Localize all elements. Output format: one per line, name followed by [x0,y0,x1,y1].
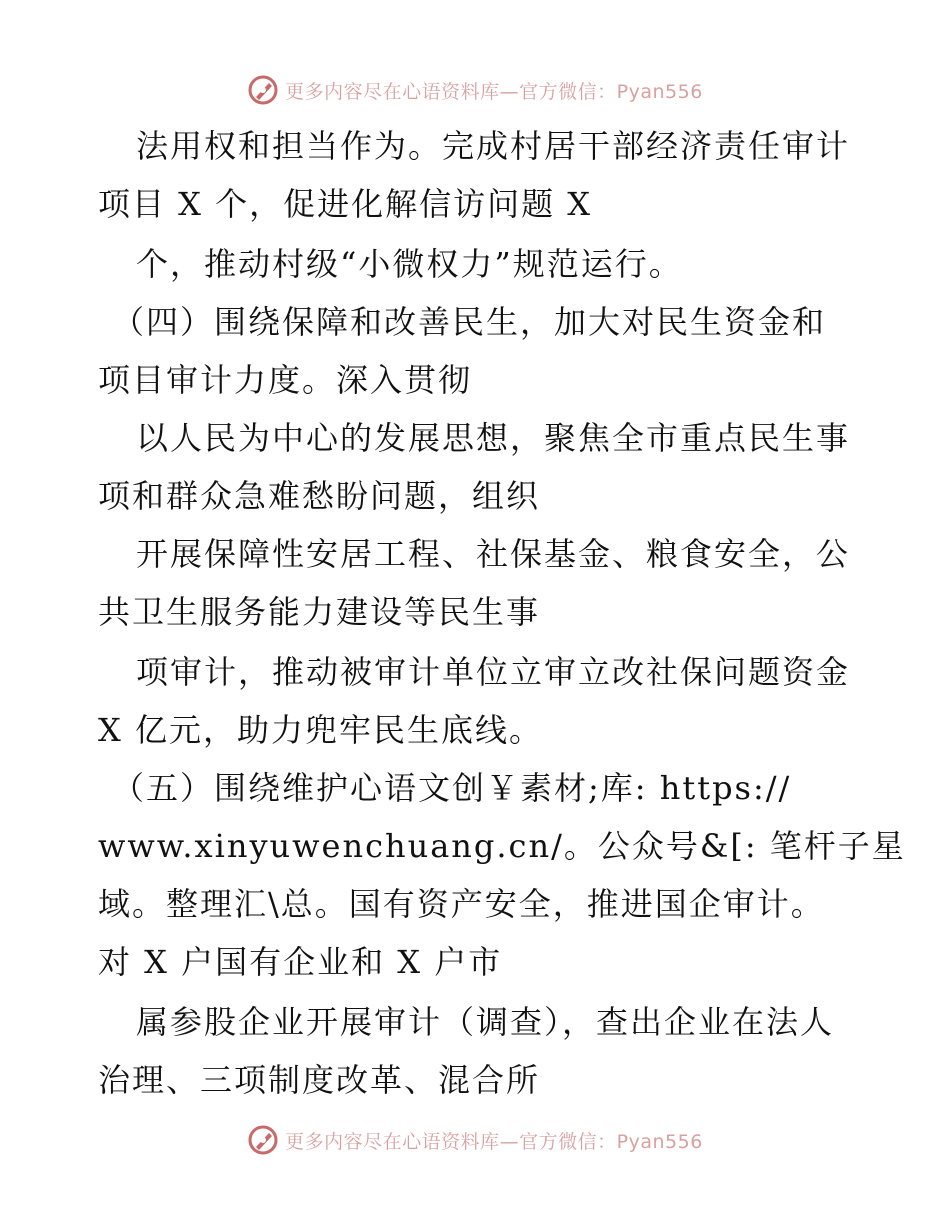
text-line-12: （五）围绕维护心语文创￥素材;库: https:// [112,769,792,807]
watermark-text: 更多内容尽在心语资料库—官方微信：Pyan556 [285,80,703,103]
watermark-text: 更多内容尽在心语资料库—官方微信：Pyan556 [285,1130,703,1153]
pen-logo-icon [247,74,279,106]
text-line-4: （四）围绕保障和改善民生，加大对民生资金和 [112,303,827,341]
text-line-16: 属参股企业开展审计（调查），查出企业在法人 [136,1003,835,1041]
text-line-2: 项目 X 个，促进化解信访问题 X [98,185,593,223]
text-line-5: 项目审计力度。深入贯彻 [98,361,473,399]
text-line-9: 共卫生服务能力建设等民生事 [98,593,541,631]
text-line-1: 法用权和担当作为。完成村居干部经济责任审计 [136,127,851,165]
text-line-7: 项和群众急难愁盼问题，组织 [98,477,541,515]
text-line-11: X 亿元，助力兜牢民生底线。 [98,711,543,749]
text-line-13: www.xinyuwenchuang.cn/。公众号&[: 笔杆子星 [98,827,906,865]
text-line-14: 域。整理汇\总。国有资产安全，推进国企审计。 [98,885,825,923]
text-line-6: 以人民为中心的发展思想，聚焦全市重点民生事 [136,419,851,457]
pen-logo-icon [247,1124,279,1156]
text-line-3: 个，推动村级“小微权力”规范运行。 [136,245,683,283]
text-line-15: 对 X 户国有企业和 X 户市 [98,943,503,981]
text-line-17: 治理、三项制度改革、混合所 [98,1061,541,1099]
watermark-header [0,70,950,110]
text-line-10: 项审计，推动被审计单位立审立改社保问题资金 [136,653,851,691]
watermark-footer [0,1120,950,1160]
text-line-8: 开展保障性安居工程、社保基金、粮食安全，公 [136,535,851,573]
